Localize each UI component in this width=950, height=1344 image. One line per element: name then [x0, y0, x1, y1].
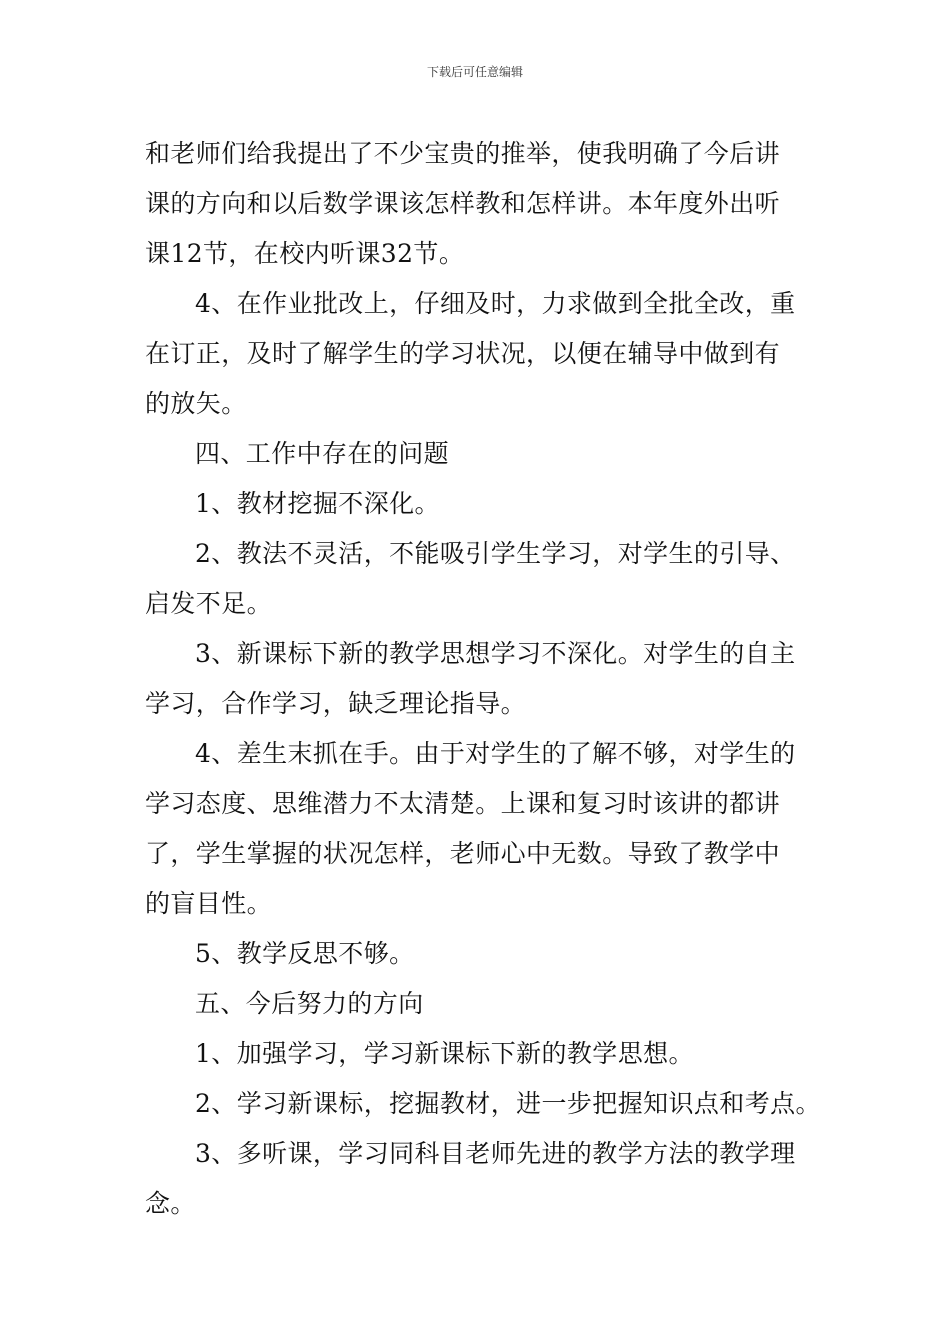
page-header: 下载后可任意编辑 [426, 65, 523, 79]
text-line: 5、教学反思不够。 [195, 939, 415, 968]
text-line: 2、教法不灵活，不能吸引学生学习，对学生的引导、 [195, 539, 796, 568]
text-line: 的放矢。 [145, 389, 247, 418]
text-line: 课12节，在校内听课32节。 [145, 239, 465, 268]
text-line: 学习态度、思维潜力不太清楚。上课和复习时该讲的都讲 [145, 789, 781, 818]
text-line: 1、教材挖掘不深化。 [195, 489, 440, 518]
text-line: 4、在作业批改上，仔细及时，力求做到全批全改，重 [195, 289, 796, 318]
text-line: 课的方向和以后数学课该怎样教和怎样讲。本年度外出听 [145, 189, 781, 218]
text-line: 和老师们给我提出了不少宝贵的推举，使我明确了今后讲 [145, 139, 781, 168]
text-line: 2、学习新课标，挖掘教材，进一步把握知识点和考点。 [195, 1089, 821, 1118]
text-line: 4、差生末抓在手。由于对学生的了解不够，对学生的 [195, 739, 796, 768]
text-line: 四、工作中存在的问题 [195, 439, 450, 468]
text-line: 在订正，及时了解学生的学习状况，以便在辅导中做到有 [145, 339, 781, 368]
text-line: 启发不足。 [145, 589, 273, 618]
text-line: 1、加强学习，学习新课标下新的教学思想。 [195, 1039, 694, 1068]
text-line: 五、今后努力的方向 [195, 989, 424, 1018]
text-line: 3、新课标下新的教学思想学习不深化。对学生的自主 [195, 639, 796, 668]
text-line: 了，学生掌握的状况怎样，老师心中无数。导致了教学中 [145, 839, 781, 868]
text-line: 念。 [145, 1189, 196, 1218]
document-body [145, 129, 821, 1229]
text-line: 的盲目性。 [145, 889, 273, 918]
text-line: 学习，合作学习，缺乏理论指导。 [145, 689, 527, 718]
text-line: 3、多听课，学习同科目老师先进的教学方法的教学理 [195, 1139, 796, 1168]
